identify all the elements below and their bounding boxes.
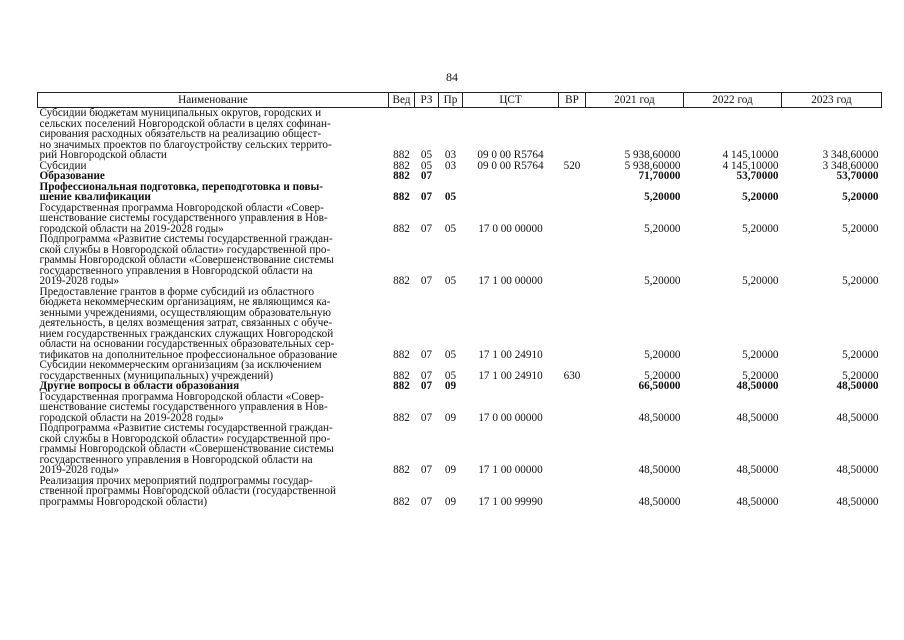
- row-name-line: деятельность, в целях возмещения затрат, связанных с обуче-: [39, 317, 333, 329]
- row-rz: 07: [420, 464, 433, 476]
- row-name-line: Подпрограмма «Развитие системы государственной граждан-: [39, 422, 333, 434]
- row-value-2021: 5,20000: [644, 222, 681, 235]
- row-name-line: Государственная программа Новгородской области «Совер-: [39, 390, 324, 403]
- table-row: [38, 182, 882, 203]
- column-header-ved: Вед: [389, 93, 415, 108]
- row-name-line: Другие вопросы в области образования: [39, 380, 240, 392]
- row-name: [38, 476, 389, 508]
- row-pr: 05: [444, 348, 457, 361]
- row-value-2022: 48,50000: [736, 380, 779, 392]
- row-name-line: бюджета некоммерческим организациям, не являющимся ка-: [39, 296, 331, 308]
- table-row: [38, 423, 882, 476]
- row-ved: 882: [393, 495, 410, 508]
- row-value-2021: 71,70000: [638, 170, 681, 182]
- row-cst: 17 0 00 00000: [478, 222, 543, 235]
- row-cst: 09 0 00 R5764: [477, 149, 544, 161]
- row-value-2023: 5,20000: [842, 275, 879, 287]
- row-value-2023: 5,20000: [842, 191, 879, 203]
- row-value-2023: 3 348,60000: [822, 149, 879, 161]
- row-name-line: но значимых проектов по благоустройству сельских террито-: [39, 138, 332, 151]
- row-value-2021: 48,50000: [638, 495, 681, 508]
- row-value-2023: 5,20000: [842, 222, 879, 235]
- row-cst: 17 1 00 00000: [478, 464, 543, 476]
- row-pr: [439, 171, 463, 182]
- row-name-line: тификатов на дополнительное профессиональное образование: [39, 348, 338, 361]
- row-name-line: граммы Новгородской области «Совершенствование системы: [39, 254, 334, 266]
- row-value-2022: 4 145,10000: [722, 159, 779, 172]
- row-vr: [559, 203, 586, 235]
- row-name-line: программы Новгородской области): [39, 495, 208, 508]
- row-value-2023: 3 348,60000: [822, 159, 879, 172]
- row-name-line: области на основании государственных образовательных сер-: [39, 338, 335, 350]
- row-rz: 07: [420, 411, 433, 424]
- row-name: [38, 203, 389, 235]
- row-vr: [559, 234, 586, 287]
- row-value-2022: 48,50000: [736, 464, 779, 476]
- row-name-line: Образование: [39, 170, 105, 182]
- row-name-line: сельских поселений Новгородской области в целях софинан-: [39, 117, 331, 130]
- row-vr: [559, 392, 586, 424]
- row-name-line: городской области на 2019-2028 годы»: [39, 222, 224, 235]
- row-value-2022: 53,70000: [736, 170, 779, 182]
- row-value-2023: 5,20000: [842, 369, 879, 382]
- table-row: [38, 381, 882, 392]
- row-name: [38, 182, 389, 203]
- column-header-2021: 2021 год: [586, 93, 684, 108]
- table-row: [38, 234, 882, 287]
- row-vr: [559, 182, 586, 203]
- row-ved: 882: [393, 275, 410, 287]
- table-row: [38, 476, 882, 508]
- table-row: [38, 392, 882, 424]
- row-name-line: Субсидии: [39, 159, 87, 172]
- row-vr: [559, 287, 586, 361]
- row-cst: 17 0 00 00000: [478, 411, 543, 424]
- row-value-2023: 48,50000: [836, 380, 879, 392]
- row-ved: 882: [393, 159, 410, 172]
- row-value-2021: 66,50000: [638, 380, 681, 392]
- table-header-row: [38, 93, 882, 108]
- column-header-pr: Пр: [439, 93, 463, 108]
- row-name-line: ской службы в Новгородской области» государственной про-: [39, 432, 331, 445]
- page-number: 84: [446, 70, 458, 84]
- row-name-line: государственных (муниципальных) учреждений): [39, 369, 274, 382]
- row-name: [38, 108, 389, 161]
- row-pr: 09: [444, 411, 457, 424]
- row-name-line: шенствование системы государственного управления в Нов-: [39, 401, 328, 413]
- row-cst: 17 1 00 99990: [478, 495, 543, 508]
- row-value-2022: 4 145,10000: [722, 149, 779, 161]
- row-cst: [463, 381, 559, 392]
- row-value-2023: 48,50000: [836, 464, 879, 476]
- column-header-name: Наименование: [38, 93, 389, 108]
- row-name-line: Профессиональная подготовка, переподготовка и повы-: [39, 180, 323, 193]
- row-pr: 05: [444, 222, 457, 235]
- row-name-line: рий Новгородской области: [39, 149, 167, 161]
- row-name-line: государственного управления в Новгородской области на: [39, 264, 313, 277]
- row-name-line: ственной программы Новгородской области (государственной: [39, 485, 336, 497]
- row-name-line: городской области на 2019-2028 годы»: [39, 411, 224, 424]
- row-value-2021: 5,20000: [644, 275, 681, 287]
- row-pr: 03: [444, 159, 457, 172]
- row-value-2023: 48,50000: [836, 411, 879, 424]
- row-rz: 05: [420, 159, 433, 172]
- budget-table: [37, 92, 882, 507]
- row-value-2021: 5,20000: [644, 191, 681, 203]
- row-name-line: 2019-2028 годы»: [39, 464, 120, 476]
- row-cst: [463, 182, 559, 203]
- row-name: [38, 287, 389, 361]
- column-header-2023: 2023 год: [782, 93, 882, 108]
- row-name-line: Подпрограмма «Развитие системы государственной граждан-: [39, 233, 333, 245]
- row-name: [38, 423, 389, 476]
- table-row: [38, 203, 882, 235]
- row-rz: 07: [420, 191, 433, 203]
- column-header-cst: ЦСТ: [463, 93, 559, 108]
- row-ved: 882: [393, 191, 410, 203]
- row-value-2023: 5,20000: [842, 348, 879, 361]
- column-header-2022: 2022 год: [684, 93, 782, 108]
- row-rz: 05: [420, 149, 433, 161]
- row-value-2022: 5,20000: [742, 275, 779, 287]
- column-header-vr: ВР: [559, 93, 586, 108]
- table-row: [38, 108, 882, 161]
- table-row: [38, 360, 882, 381]
- row-name-line: шенствование системы государственного управления в Нов-: [39, 212, 328, 224]
- row-value-2021: 5 938,60000: [624, 149, 681, 161]
- row-pr: 09: [444, 380, 457, 392]
- row-name-line: Субсидии бюджетам муниципальных округов, городских и: [39, 107, 322, 119]
- row-value-2022: 48,50000: [736, 411, 779, 424]
- row-value-2022: 48,50000: [736, 495, 779, 508]
- row-name-line: сирования расходных обязательств на реализацию общест-: [39, 128, 322, 140]
- table-row: [38, 171, 882, 182]
- row-value-2021: 5,20000: [644, 369, 681, 382]
- row-pr: 09: [444, 495, 457, 508]
- row-pr: 05: [444, 275, 457, 287]
- row-name-line: Государственная программа Новгородской области «Совер-: [39, 201, 324, 214]
- row-name: [38, 171, 389, 182]
- row-pr: 03: [444, 149, 457, 161]
- row-rz: 07: [420, 380, 433, 392]
- row-vr: 520: [563, 159, 581, 172]
- row-ved: 882: [393, 369, 410, 382]
- row-name-line: ской службы в Новгородской области» государственной про-: [39, 243, 331, 256]
- row-cst: [463, 171, 559, 182]
- row-name-line: Реализация прочих мероприятий подпрограммы государ-: [39, 474, 313, 487]
- row-name-line: государственного управления в Новгородской области на: [39, 453, 313, 466]
- row-vr: [559, 381, 586, 392]
- row-value-2021: 48,50000: [638, 464, 681, 476]
- row-ved: 882: [393, 380, 410, 392]
- row-value-2022: 5,20000: [742, 369, 779, 382]
- row-name-line: 2019-2028 годы»: [39, 275, 120, 287]
- row-name-line: зенными учреждениями, осуществляющим образовательную: [39, 306, 331, 319]
- row-rz: 07: [420, 348, 433, 361]
- row-rz: 07: [420, 275, 433, 287]
- row-ved: 882: [393, 222, 410, 235]
- row-name: [38, 381, 389, 392]
- row-cst: 17 1 00 24910: [478, 348, 543, 361]
- row-vr: [559, 171, 586, 182]
- row-rz: 07: [420, 222, 433, 235]
- row-ved: 882: [393, 170, 410, 182]
- row-pr: 05: [444, 369, 457, 382]
- row-value-2022: 5,20000: [742, 222, 779, 235]
- row-value-2021: 48,50000: [638, 411, 681, 424]
- row-cst: 09 0 00 R5764: [477, 159, 544, 172]
- row-value-2023: 48,50000: [836, 495, 879, 508]
- row-rz: 07: [420, 369, 433, 382]
- row-value-2023: 53,70000: [836, 170, 879, 182]
- row-name-line: Предоставление грантов в форме субсидий из областного: [39, 285, 315, 298]
- row-value-2022: 5,20000: [742, 348, 779, 361]
- row-cst: 17 1 00 24910: [478, 369, 543, 382]
- row-ved: 882: [393, 464, 410, 476]
- row-name: [38, 392, 389, 424]
- row-vr: [559, 423, 586, 476]
- row-name-line: шение квалификации: [39, 191, 151, 203]
- row-ved: 882: [393, 348, 410, 361]
- row-ved: 882: [393, 149, 410, 161]
- row-vr: 630: [563, 369, 581, 382]
- table-body: [38, 108, 882, 508]
- row-value-2021: 5,20000: [644, 348, 681, 361]
- column-header-rz: РЗ: [415, 93, 439, 108]
- row-cst: 17 1 00 00000: [478, 275, 543, 287]
- row-rz: 07: [420, 495, 433, 508]
- row-ved: 882: [393, 411, 410, 424]
- row-vr: [559, 108, 586, 161]
- row-name: [38, 360, 389, 381]
- row-name: [38, 234, 389, 287]
- row-vr: [559, 476, 586, 508]
- row-value-2021: 5 938,60000: [624, 159, 681, 172]
- row-pr: 09: [444, 464, 457, 476]
- row-value-2022: 5,20000: [742, 191, 779, 203]
- row-name-line: граммы Новгородской области «Совершенствование системы: [39, 443, 334, 455]
- row-pr: 05: [444, 191, 457, 203]
- row-name-line: нием государственных гражданских служащих Новгородской: [39, 327, 334, 340]
- row-rz: 07: [420, 170, 433, 182]
- row-name-line: Субсидии некоммерческим организациям (за исключением: [39, 359, 322, 371]
- table-row: [38, 287, 882, 361]
